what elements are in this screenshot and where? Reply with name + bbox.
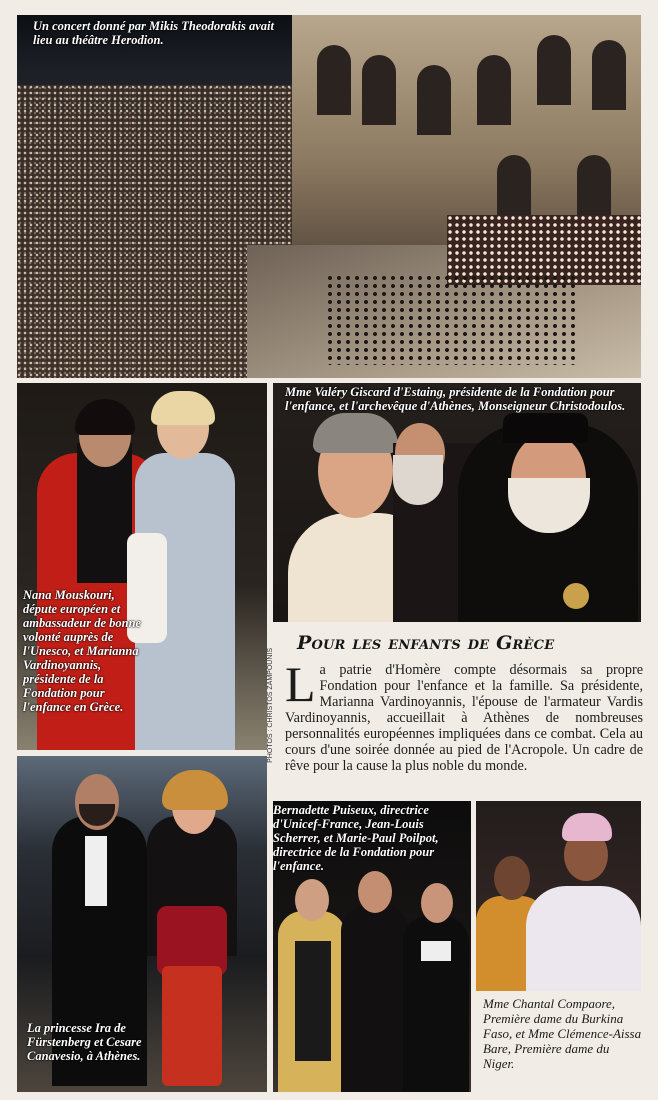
giscard-photo xyxy=(273,383,641,622)
compaore-caption: Mme Chantal Compaore, Première dame du Burkina Faso, et Mme Clémence-Aissa Bare, Première dame du Niger. xyxy=(483,996,642,1071)
concert-caption: Un concert donné par Mikis Theodorakis avait lieu au théâtre Herodion. xyxy=(33,19,274,47)
concert-photo xyxy=(17,15,641,378)
article-headline: Pour les enfants de Grèce xyxy=(297,632,555,654)
puiseux-photo xyxy=(273,801,471,1092)
mouskouri-caption: Nana Mouskouri, députe européen et ambassadeur de bonne volonté auprès de l'Unesco, et Marianna Vardinoyannis, présidente de la Fondation pour l'enfance en Grèce. xyxy=(23,588,142,714)
ira-caption: La princesse Ira de Fürstenberg et Cesare Canavesio, à Athènes. xyxy=(27,1021,142,1063)
giscard-caption: Mme Valéry Giscard d'Estaing, présidente de la Fondation pour l'enfance, et l'archevêque d'Athènes, Monseigneur Christodoulos. xyxy=(285,385,626,413)
compaore-photo xyxy=(476,801,641,991)
mouskouri-photo xyxy=(17,383,267,750)
photo-credit: PHOTOS : CHRISTOS ZAMPOUNIS xyxy=(267,648,274,763)
puiseux-caption: Bernadette Puiseux, directrice d'Unicef-France, Jean-Louis Scherrer, et Marie-Paul Poilpot, directrice de la Fondation pour l'enfance. xyxy=(273,803,439,873)
drop-cap: L xyxy=(285,656,316,712)
article-body-text: a patrie d'Homère compte désormais sa propre Fondation pour l'enfance et la famille. Sa présidente, Marianna Vardinoyannis, l'épouse de l'armateur Vardis Vardinoyannis, accueillait à Athènes de nombreuses personnalités européennes impliquées dans ce combat. Cela au cours d'une soirée donnée au pied de l'Acropole. Un cadre de rêve pour la cause la plus noble du monde. xyxy=(285,662,643,774)
article-body xyxy=(285,656,643,774)
ira-photo xyxy=(17,756,267,1092)
article xyxy=(285,632,643,774)
